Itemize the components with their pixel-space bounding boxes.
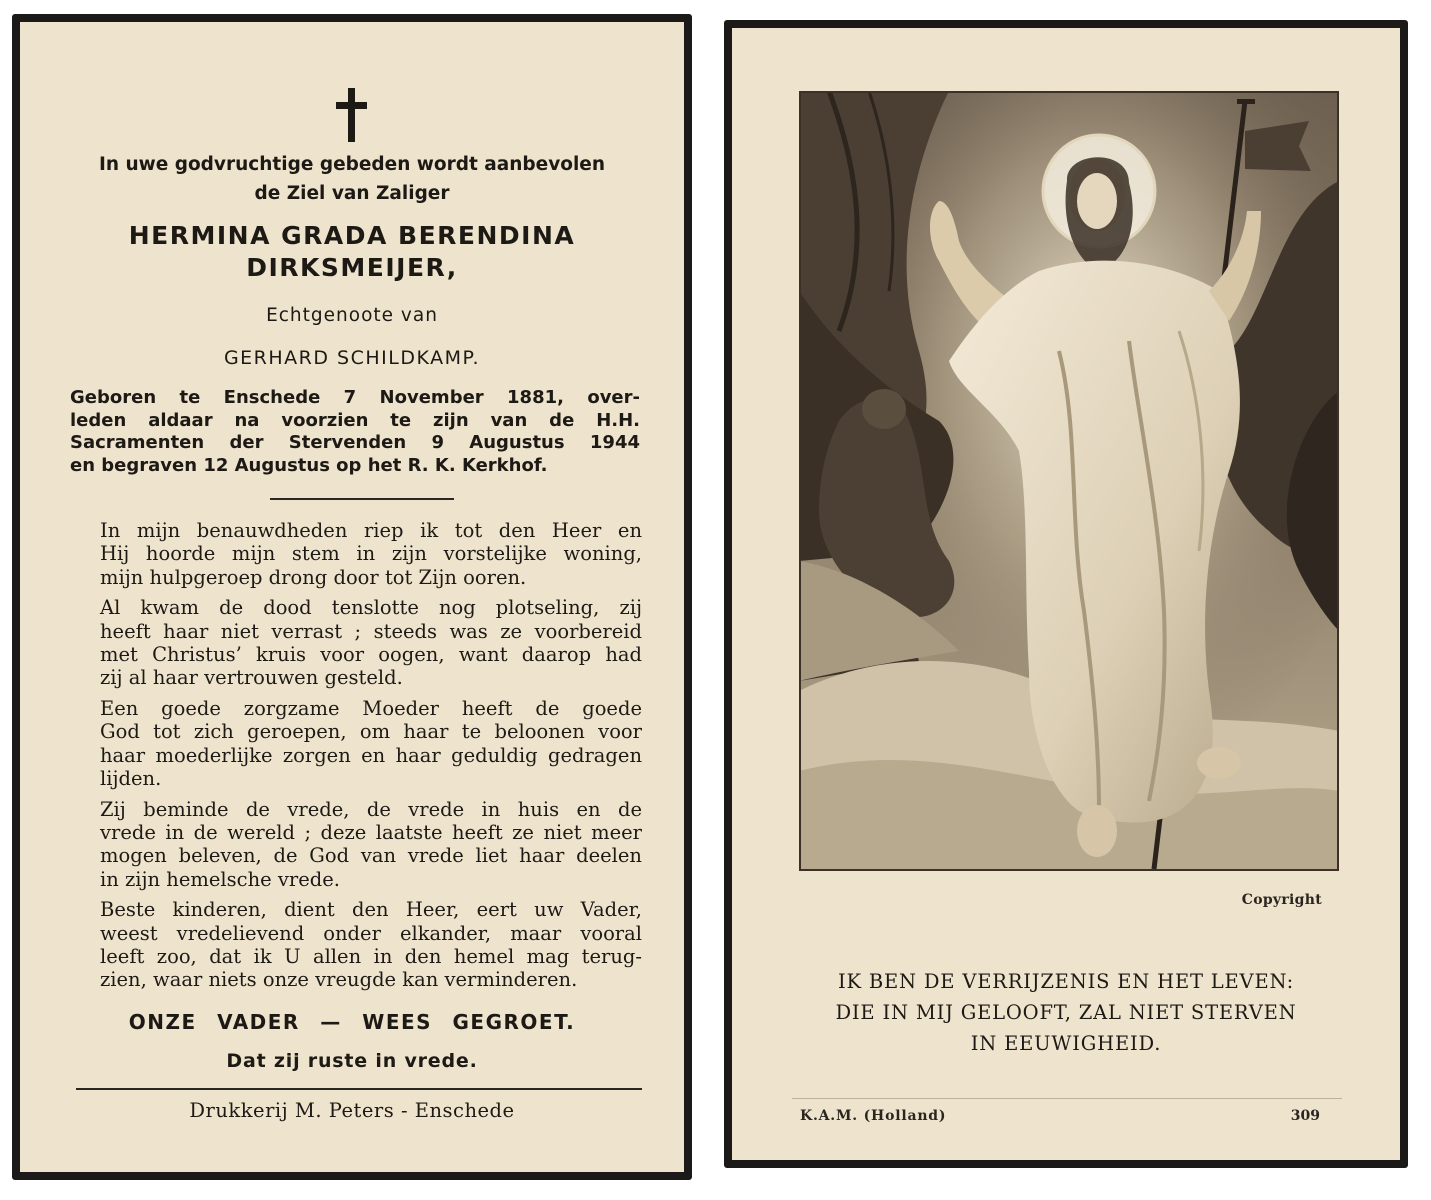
spouse-label: Echtgenoote van [266,305,438,326]
copyright-label: Copyright [1241,892,1322,908]
memorial-text [76,519,642,999]
printer-credit: Drukkerij M. Peters - Enschede [189,1099,515,1122]
paragraph: Beste kinderen, dient den Heer, eert uw Vader, weest vredelievend onder elkander, maar vooral leeft zoo, dat ik U allen in den hemel mag terug- zien, waar niets onze vreugde kan verminderen. [100,898,642,992]
card-number: 309 [1290,1108,1320,1124]
rest-in-peace-line: Dat zij ruste in vrede. [226,1050,478,1072]
memorial-card-text-side [12,14,692,1180]
footer-divider [792,1098,1342,1099]
intro-text: In uwe godvruchtige gebeden wordt aanbevolen de Ziel van Zaliger [98,154,606,204]
paragraph: Al kwam de dood tenslotte nog plotseling, zij heeft haar niet verrast ; steeds was ze voorbereid met Christus’ kruis voor oogen, want daarop had zij al haar vertrouwen gesteld. [100,596,642,690]
paragraph: In mijn benauwdheden riep ik tot den Heer en Hij hoorde mijn stem in zijn vorstelijke woning, mijn hulpgeroep drong door tot Zijn ooren. [100,519,642,589]
cross-icon [20,86,684,144]
resurrection-illustration [799,91,1339,871]
memorial-card-image-side [724,20,1408,1168]
paragraph: Zij beminde de vrede, de vrede in huis en de vrede in de wereld ; deze laatste heeft ze niet meer mogen beleven, de God van vrede liet haar deelen in zijn hemelsche vrede. [100,797,642,891]
prayers-line: ONZE VADER — WEES GEGROET. [128,1010,576,1034]
deceased-name: HERMINA GRADA BERENDINA DIRKSMEIJER, [128,221,576,282]
spouse-name: GERHARD SCHILDKAMP. [223,347,481,369]
footer-divider [76,1088,642,1090]
publisher-credit: K.A.M. (Holland) [800,1108,947,1124]
birth-death-details: Geboren te Enschede 7 November 1881, over- leden aldaar na voorzien te zijn van de H.H. Sacramenten der Stervenden 9 Augustus 1944 en begraven 12 Augustus op het R. K. Kerkhof. [70,387,640,476]
scripture-quote: IK BEN DE VERRIJZENIS EN HET LEVEN: DIE IN MIJ GELOOFT, ZAL NIET STERVEN IN EEUWIGHEID. [835,970,1297,1055]
paragraph: Een goede zorgzame Moeder heeft de goede God tot zich geroepen, om haar te beloonen voor haar moederlijke zorgen en haar geduldig gedragen lijden. [100,697,642,790]
section-divider [270,498,454,500]
